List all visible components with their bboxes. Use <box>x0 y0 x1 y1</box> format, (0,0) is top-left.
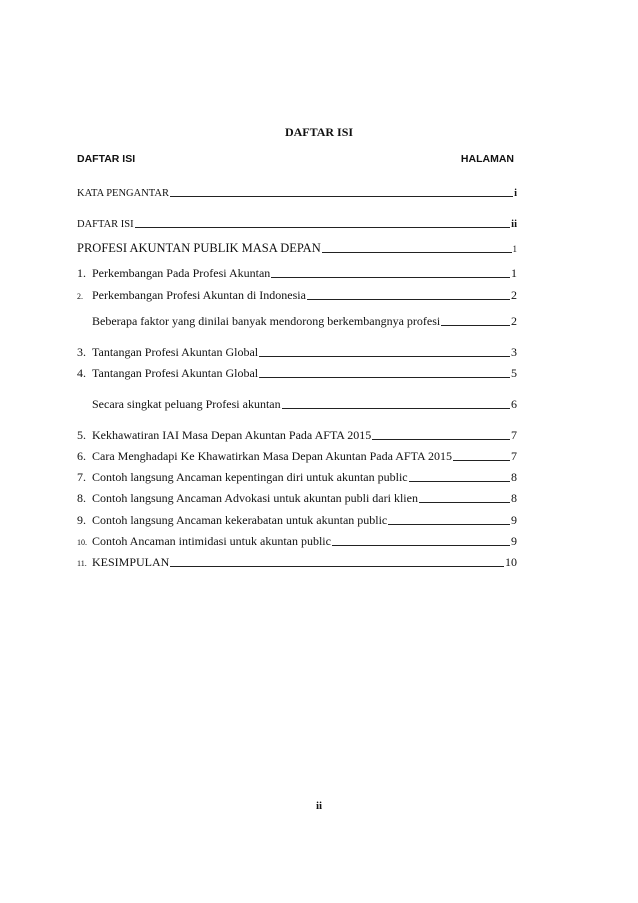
toc-entry-label: Kekhawatiran IAI Masa Depan Akuntan Pada AFTA 2015 <box>92 428 372 442</box>
toc-entry-label: Secara singkat peluang Profesi akuntan <box>92 397 281 411</box>
toc-entry-number: 6. <box>77 449 86 463</box>
toc-entry-11[interactable] <box>77 555 517 570</box>
page-title: DAFTAR ISI <box>284 125 354 139</box>
toc-entry-number: 1. <box>77 266 86 280</box>
toc-entry-9[interactable] <box>77 513 517 528</box>
toc-entry-page: 1 <box>512 244 517 254</box>
toc-entry-number: 8. <box>77 491 86 505</box>
toc-entry-label: Cara Menghadapi Ke Khawatirkan Masa Depan Akuntan Pada AFTA 2015 <box>92 449 452 463</box>
toc-entry-page: 8 <box>511 491 517 505</box>
dot-leader <box>170 566 504 567</box>
toc-entry-page: 2 <box>511 314 517 328</box>
toc-entry-label: Contoh Ancaman intimidasi untuk akuntan public <box>92 534 331 548</box>
toc-entry-3[interactable] <box>77 345 517 360</box>
toc-entry-label: Tantangan Profesi Akuntan Global <box>92 345 259 359</box>
dot-leader <box>453 460 510 461</box>
dot-leader <box>372 439 510 440</box>
toc-entry-label: Tantangan Profesi Akuntan Global <box>92 366 259 380</box>
toc-entry-label: DAFTAR ISI <box>77 219 134 230</box>
toc-entry-page: 1 <box>511 266 517 280</box>
toc-entry-page: 7 <box>511 428 517 442</box>
toc-entry-page: 2 <box>511 288 517 302</box>
dot-leader <box>307 299 510 300</box>
toc-entry-1[interactable] <box>77 266 517 281</box>
toc-entry-4[interactable] <box>77 366 517 381</box>
toc-entry-number: 10. <box>77 538 87 547</box>
dot-leader <box>259 377 510 378</box>
dot-leader <box>332 545 510 546</box>
toc-entry-label: Contoh langsung Ancaman Advokasi untuk akuntan publi dari klien <box>92 491 418 505</box>
dot-leader <box>388 524 510 525</box>
toc-entry-faktor[interactable] <box>77 314 517 329</box>
toc-entry-number: 11. <box>77 559 87 568</box>
toc-entry-number: 4. <box>77 366 86 380</box>
dot-leader <box>409 481 510 482</box>
dot-leader <box>441 325 510 326</box>
dot-leader <box>170 196 513 197</box>
toc-entry-page: 9 <box>511 513 517 527</box>
toc-header-left: DAFTAR ISI <box>77 153 136 165</box>
toc-entry-number: 5. <box>77 428 86 442</box>
toc-entry-kata-pengantar[interactable] <box>77 188 517 199</box>
toc-entry-number: 9. <box>77 513 86 527</box>
dot-leader <box>282 408 510 409</box>
toc-entry-10[interactable] <box>77 534 517 549</box>
toc-entry-number: 7. <box>77 470 86 484</box>
toc-entry-number: 3. <box>77 345 86 359</box>
toc-entry-page: 3 <box>511 345 517 359</box>
toc-header-right: HALAMAN <box>460 153 514 165</box>
toc-entry-label: Contoh langsung Ancaman kekerabatan untuk akuntan public <box>92 513 388 527</box>
toc-entry-label: Beberapa faktor yang dinilai banyak mendorong berkembangnya profesi <box>92 314 441 328</box>
toc-entry-page: 5 <box>511 366 517 380</box>
toc-entry-6[interactable] <box>77 449 517 464</box>
dot-leader <box>135 227 511 228</box>
toc-entry-page: ii <box>511 219 517 230</box>
toc-entry-label: Perkembangan Pada Profesi Akuntan <box>92 266 271 280</box>
toc-entry-2[interactable] <box>77 288 517 303</box>
toc-entry-peluang[interactable] <box>77 397 517 412</box>
toc-entry-page: 10 <box>505 555 517 569</box>
toc-entry-page: 6 <box>511 397 517 411</box>
toc-entry-label: Perkembangan Profesi Akuntan di Indonesia <box>92 288 306 302</box>
toc-entry-page: 9 <box>511 534 517 548</box>
toc-entry-page: 7 <box>511 449 517 463</box>
toc-entry-page: i <box>514 188 517 199</box>
toc-entry-profesi[interactable] <box>77 241 517 256</box>
dot-leader <box>419 502 510 503</box>
dot-leader <box>271 277 510 278</box>
page-number: ii <box>315 800 323 812</box>
toc-entry-label: KESIMPULAN <box>92 555 170 569</box>
toc-entry-daftar-isi[interactable] <box>77 219 517 230</box>
toc-entry-label: PROFESI AKUNTAN PUBLIK MASA DEPAN <box>77 241 321 255</box>
toc-entry-number: 2. <box>77 292 83 301</box>
toc-entry-5[interactable] <box>77 428 517 443</box>
toc-entry-8[interactable] <box>77 491 517 506</box>
dot-leader <box>322 252 512 253</box>
toc-entry-label: KATA PENGANTAR <box>77 188 169 199</box>
toc-entry-7[interactable] <box>77 470 517 485</box>
toc-entry-label: Contoh langsung Ancaman kepentingan diri untuk akuntan public <box>92 470 408 484</box>
dot-leader <box>259 356 510 357</box>
toc-entry-page: 8 <box>511 470 517 484</box>
